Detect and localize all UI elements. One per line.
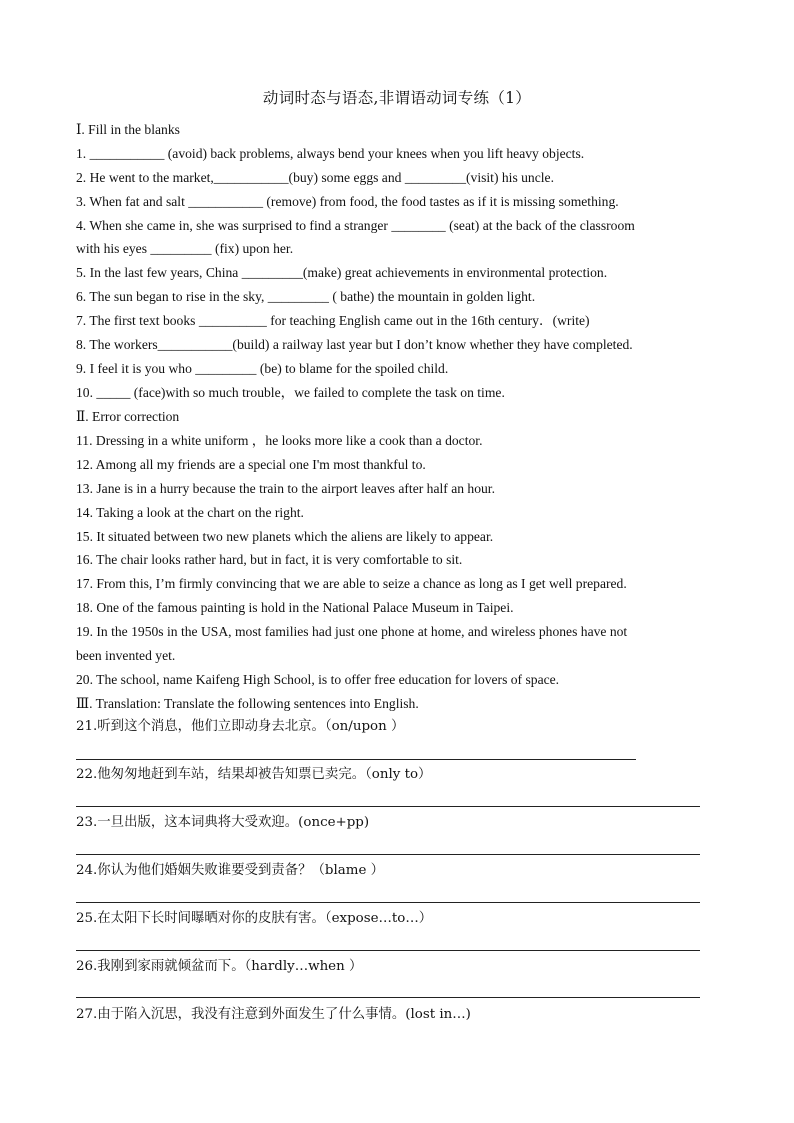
question-22: 22.他匆匆地赶到车站，结果却被告知票已卖完。（only to）	[76, 767, 432, 782]
question-16: 16. The chair looks rather hard, but in fact, it is very comfortable to sit.	[76, 552, 463, 567]
question-12: 12. Among all my friends are a special one I'm most thankful to.	[76, 457, 426, 472]
question-9: 9. I feel it is you who _________ (be) to blame for the spoiled child.	[76, 361, 449, 376]
answer-line-26	[76, 997, 700, 998]
question-26: 26.我刚到家雨就倾盆而下。（hardly…when ）	[76, 959, 363, 974]
section-heading-translation: Ⅲ. Translation: Translate the following sentences into English.	[76, 696, 419, 711]
question-25: 25.在太阳下长时间曝晒对你的皮肤有害。（expose…to…）	[76, 911, 433, 926]
question-23: 23.一旦出版，这本词典将大受欢迎。(once+pp)	[76, 815, 370, 830]
question-18: 18. One of the famous painting is hold in the National Palace Museum in Taipei.	[76, 600, 514, 615]
question-4: 4. When she came in, she was surprised to find a stranger ________ (seat) at the back of the classroom	[76, 218, 635, 233]
answer-line-23	[76, 854, 700, 855]
question-19-continued: been invented yet.	[76, 648, 176, 663]
question-1: 1. ___________ (avoid) back problems, always bend your knees when you lift heavy objects.	[76, 146, 585, 161]
answer-line-22	[76, 806, 700, 807]
question-27: 27.由于陷入沉思，我没有注意到外面发生了什么事情。(lost in…)	[76, 1007, 471, 1022]
question-14: 14. Taking a look at the chart on the right.	[76, 505, 304, 520]
question-5: 5. In the last few years, China _________(make) great achievements in environmental protection.	[76, 265, 608, 280]
question-4-continued: with his eyes _________ (fix) upon her.	[76, 241, 294, 256]
answer-line-25	[76, 950, 700, 951]
question-13: 13. Jane is in a hurry because the train to the airport leaves after half an hour.	[76, 481, 495, 496]
question-24: 24.你认为他们婚姻失败谁要受到责备？（blame ）	[76, 863, 385, 878]
question-11: 11. Dressing in a white uniform ，he looks more like a cook than a doctor.	[76, 433, 483, 448]
question-8: 8. The workers___________(build) a railway last year but I don’t know whether they have completed.	[76, 337, 633, 352]
section-heading-error-correction: Ⅱ. Error correction	[76, 409, 180, 424]
answer-line-24	[76, 902, 700, 903]
question-19: 19. In the 1950s in the USA, most families had just one phone at home, and wireless phones have not	[76, 624, 628, 639]
question-3: 3. When fat and salt ___________ (remove) from food, the food tastes as if it is missing something.	[76, 194, 619, 209]
question-7: 7. The first text books __________ for teaching English came out in the 16th century．(write)	[76, 313, 590, 328]
question-6: 6. The sun began to rise in the sky, _________ ( bathe) the mountain in golden light.	[76, 289, 536, 304]
answer-line-21	[76, 759, 636, 760]
question-15: 15. It situated between two new planets which the aliens are likely to appear.	[76, 529, 494, 544]
question-21: 21.听到这个消息，他们立即动身去北京。（on/upon ）	[76, 719, 405, 734]
page-title: 动词时态与语态,非谓语动词专练（1）	[262, 89, 532, 107]
question-17: 17. From this, I’m firmly convincing that we are able to seize a chance as long as I get well prepared.	[76, 576, 627, 591]
section-heading-fill-blanks: Ⅰ. Fill in the blanks	[76, 122, 180, 137]
question-20: 20. The school, name Kaifeng High School, is to offer free education for lovers of space.	[76, 672, 560, 687]
question-10: 10. _____ (face)with so much trouble，we failed to complete the task on time.	[76, 385, 505, 400]
question-2: 2. He went to the market,___________(buy) some eggs and _________(visit) his uncle.	[76, 170, 554, 185]
